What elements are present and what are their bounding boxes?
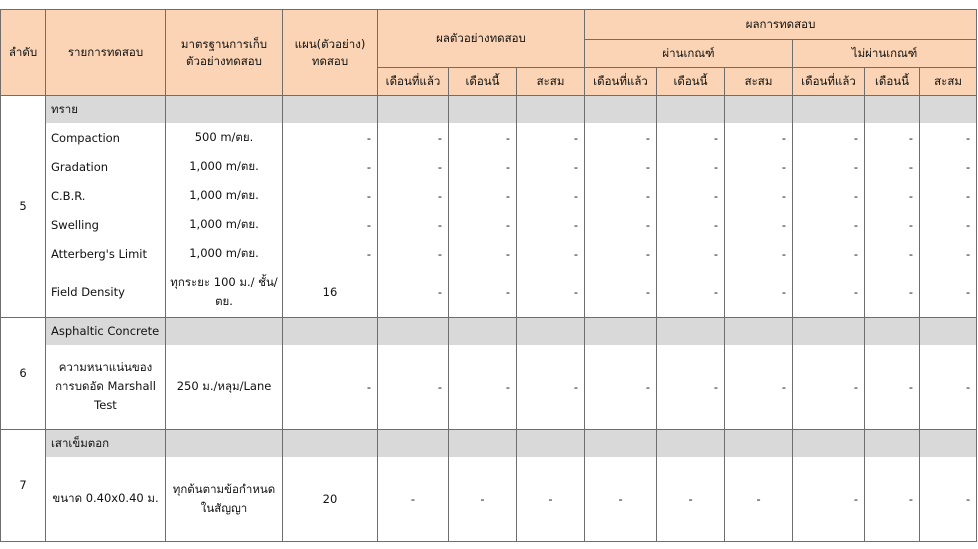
row-value: - bbox=[865, 152, 920, 181]
row-value: - bbox=[725, 457, 793, 541]
row-value: - bbox=[920, 152, 977, 181]
table-row bbox=[1, 181, 977, 210]
subheader-sample-this-month: เดือนนี้ bbox=[449, 68, 517, 96]
row-value: - bbox=[793, 123, 865, 152]
row-value: - bbox=[378, 181, 449, 210]
row-value: - bbox=[793, 268, 865, 317]
row-value: - bbox=[657, 152, 725, 181]
row-value: - bbox=[920, 345, 977, 430]
table-row bbox=[1, 239, 977, 268]
section-header-row bbox=[1, 430, 977, 458]
row-plan: - bbox=[283, 181, 378, 210]
row-value: - bbox=[920, 210, 977, 239]
row-value: - bbox=[378, 268, 449, 317]
row-value: - bbox=[725, 152, 793, 181]
section-title: ทราย bbox=[46, 96, 166, 124]
row-value: - bbox=[378, 457, 449, 541]
header-results: ผลการทดสอบ bbox=[585, 10, 977, 40]
header-no: ลำดับ bbox=[1, 10, 46, 96]
row-value: - bbox=[920, 457, 977, 541]
row-value: - bbox=[793, 457, 865, 541]
row-value: - bbox=[793, 210, 865, 239]
row-value: - bbox=[920, 181, 977, 210]
row-value: - bbox=[585, 239, 657, 268]
table-row bbox=[1, 123, 977, 152]
row-value: - bbox=[657, 457, 725, 541]
row-item: ความหนาแน่นของ การบดอัด Marshall Test bbox=[46, 345, 166, 430]
row-value: - bbox=[585, 457, 657, 541]
row-plan: 16 bbox=[283, 268, 378, 317]
row-standard: ทุกต้นตามข้อกำหนด ในสัญญา bbox=[166, 457, 283, 541]
subheader-pass-last-month: เดือนที่แล้ว bbox=[585, 68, 657, 96]
row-plan: - bbox=[283, 239, 378, 268]
row-item: Compaction bbox=[46, 123, 166, 152]
row-value: - bbox=[449, 239, 517, 268]
row-value: - bbox=[657, 123, 725, 152]
row-value: - bbox=[517, 210, 585, 239]
row-value: - bbox=[585, 123, 657, 152]
row-value: - bbox=[517, 457, 585, 541]
row-value: - bbox=[725, 123, 793, 152]
row-value: - bbox=[517, 345, 585, 430]
row-value: - bbox=[449, 268, 517, 317]
row-item: ขนาด 0.40x0.40 ม. bbox=[46, 457, 166, 541]
row-plan: - bbox=[283, 210, 378, 239]
row-value: - bbox=[378, 345, 449, 430]
row-item: Field Density bbox=[46, 268, 166, 317]
subheader-fail-this-month: เดือนนี้ bbox=[865, 68, 920, 96]
row-value: - bbox=[378, 239, 449, 268]
row-standard: 1,000 m/ตย. bbox=[166, 239, 283, 268]
table-row bbox=[1, 457, 977, 541]
row-value: - bbox=[378, 152, 449, 181]
row-value: - bbox=[517, 181, 585, 210]
subheader-fail-last-month: เดือนที่แล้ว bbox=[793, 68, 865, 96]
row-item: Atterberg's Limit bbox=[46, 239, 166, 268]
row-value: - bbox=[920, 123, 977, 152]
row-value: - bbox=[793, 181, 865, 210]
row-value: - bbox=[585, 345, 657, 430]
row-value: - bbox=[517, 268, 585, 317]
row-value: - bbox=[725, 210, 793, 239]
row-value: - bbox=[585, 152, 657, 181]
row-value: - bbox=[793, 239, 865, 268]
section-driven-piles bbox=[1, 430, 977, 542]
row-standard: 250 ม./หลุม/Lane bbox=[166, 345, 283, 430]
table-row bbox=[1, 152, 977, 181]
row-value: - bbox=[793, 152, 865, 181]
row-value: - bbox=[449, 210, 517, 239]
row-value: - bbox=[725, 239, 793, 268]
header-standard: มาตรฐานการเก็บ ตัวอย่างทดสอบ bbox=[166, 10, 283, 96]
header-pass: ผ่านเกณฑ์ bbox=[585, 40, 793, 68]
row-value: - bbox=[449, 345, 517, 430]
section-title: เสาเข็มตอก bbox=[46, 430, 166, 458]
header-plan: แผน(ตัวอย่าง) ทดสอบ bbox=[283, 10, 378, 96]
row-plan: - bbox=[283, 123, 378, 152]
table-row bbox=[1, 210, 977, 239]
row-value: - bbox=[449, 152, 517, 181]
row-value: - bbox=[920, 239, 977, 268]
section-title: Asphaltic Concrete bbox=[46, 317, 166, 345]
row-value: - bbox=[657, 268, 725, 317]
row-value: - bbox=[865, 123, 920, 152]
section-header-row bbox=[1, 317, 977, 345]
test-results-table bbox=[0, 9, 977, 542]
row-value: - bbox=[657, 239, 725, 268]
row-standard: 1,000 m/ตย. bbox=[166, 152, 283, 181]
section-number: 5 bbox=[1, 96, 46, 318]
row-value: - bbox=[920, 268, 977, 317]
section-number: 6 bbox=[1, 317, 46, 430]
row-value: - bbox=[793, 345, 865, 430]
row-value: - bbox=[378, 210, 449, 239]
row-value: - bbox=[725, 268, 793, 317]
row-value: - bbox=[585, 181, 657, 210]
row-item: Gradation bbox=[46, 152, 166, 181]
subheader-pass-cumulative: สะสม bbox=[725, 68, 793, 96]
header-fail: ไม่ผ่านเกณฑ์ bbox=[793, 40, 977, 68]
section-header-row bbox=[1, 96, 977, 124]
row-value: - bbox=[657, 210, 725, 239]
row-value: - bbox=[449, 123, 517, 152]
row-value: - bbox=[517, 123, 585, 152]
row-item: Swelling bbox=[46, 210, 166, 239]
subheader-sample-last-month: เดือนที่แล้ว bbox=[378, 68, 449, 96]
header-item: รายการทดสอบ bbox=[46, 10, 166, 96]
row-plan: - bbox=[283, 152, 378, 181]
table-row bbox=[1, 345, 977, 430]
row-standard: ทุกระยะ 100 ม./ ชั้น/ตย. bbox=[166, 268, 283, 317]
row-item: C.B.R. bbox=[46, 181, 166, 210]
row-value: - bbox=[585, 210, 657, 239]
row-value: - bbox=[657, 181, 725, 210]
row-value: - bbox=[585, 268, 657, 317]
row-standard: 1,000 m/ตย. bbox=[166, 181, 283, 210]
section-sand bbox=[1, 96, 977, 318]
row-value: - bbox=[865, 457, 920, 541]
subheader-sample-cumulative: สะสม bbox=[517, 68, 585, 96]
row-value: - bbox=[725, 181, 793, 210]
row-value: - bbox=[517, 239, 585, 268]
row-value: - bbox=[865, 345, 920, 430]
row-value: - bbox=[865, 239, 920, 268]
row-value: - bbox=[865, 181, 920, 210]
row-value: - bbox=[449, 181, 517, 210]
row-value: - bbox=[378, 123, 449, 152]
subheader-fail-cumulative: สะสม bbox=[920, 68, 977, 96]
row-value: - bbox=[449, 457, 517, 541]
row-value: - bbox=[517, 152, 585, 181]
row-standard: 1,000 m/ตย. bbox=[166, 210, 283, 239]
row-standard: 500 m/ตย. bbox=[166, 123, 283, 152]
row-value: - bbox=[725, 345, 793, 430]
header-samples: ผลตัวอย่างทดสอบ bbox=[378, 10, 585, 68]
row-value: - bbox=[657, 345, 725, 430]
table-row bbox=[1, 268, 977, 317]
section-asphaltic-concrete bbox=[1, 317, 977, 430]
row-value: - bbox=[865, 268, 920, 317]
section-number: 7 bbox=[1, 430, 46, 542]
row-plan: 20 bbox=[283, 457, 378, 541]
row-plan: - bbox=[283, 345, 378, 430]
subheader-pass-this-month: เดือนนี้ bbox=[657, 68, 725, 96]
table-header bbox=[1, 10, 977, 96]
row-value: - bbox=[865, 210, 920, 239]
